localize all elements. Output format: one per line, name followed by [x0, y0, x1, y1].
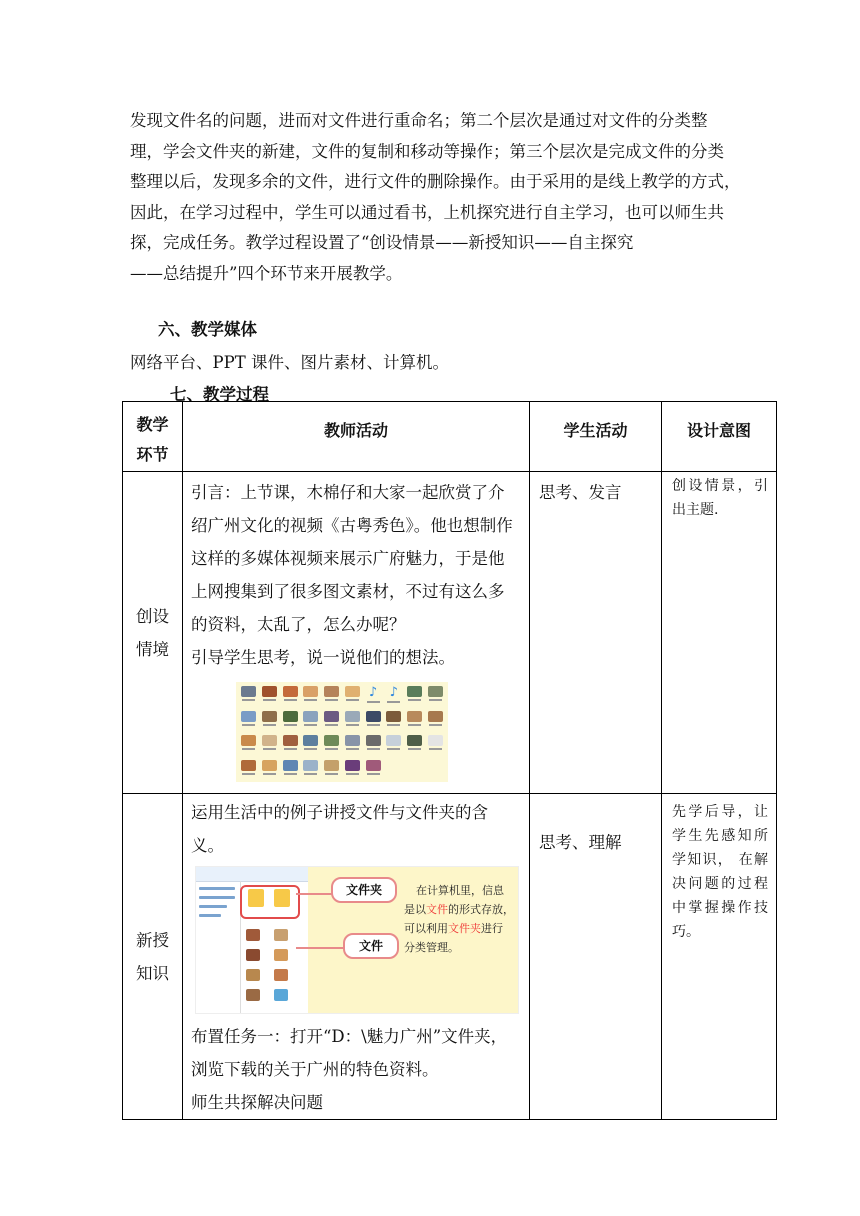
photo-thumbnail-icon	[344, 711, 362, 728]
student-activity-cell: 思考、理解	[530, 794, 662, 1120]
photo-thumbnail-icon	[385, 760, 403, 777]
stage-line: 创设	[136, 606, 169, 626]
section-7-heading: 七、教学过程	[170, 385, 269, 404]
file-thumbnail-icon	[246, 929, 260, 941]
photo-thumbnail-icon	[426, 760, 444, 777]
photo-thumbnail-icon	[323, 711, 341, 728]
photo-thumbnail-icon	[281, 735, 299, 752]
photo-thumbnail-icon	[323, 735, 341, 752]
stage-line: 新授	[136, 930, 169, 950]
intro-line: 探，完成任务。教学过程设置了“创设情景——新授知识——自主探究	[130, 233, 634, 252]
photo-thumbnail-icon	[364, 735, 382, 752]
intro-line: ——总结提升”四个环节来开展教学。	[130, 263, 403, 283]
photo-thumbnail-icon	[302, 760, 320, 777]
teacher-line: 义。	[191, 836, 224, 855]
section-6-heading: 六、教学媒体	[158, 320, 257, 339]
photo-thumbnail-icon	[426, 686, 444, 703]
photo-thumbnail-icon	[406, 686, 424, 703]
header-stage-line: 环节	[136, 445, 169, 464]
teacher-line: 引导学生思考，说一说他们的想法。	[191, 648, 455, 667]
photo-thumbnail-icon	[364, 711, 382, 728]
material-thumbnails-image	[236, 682, 448, 782]
design-intent-cell: 先学后导，让学生先感知所学知识， 在解决问题的过程中掌握操作技巧。	[662, 794, 777, 1120]
photo-thumbnail-icon	[261, 735, 279, 752]
photo-thumbnail-icon	[344, 735, 362, 752]
file-thumbnail-icon	[246, 969, 260, 981]
teacher-line: 浏览下载的关于广州的特色资料。	[191, 1060, 439, 1079]
photo-thumbnail-icon	[261, 760, 279, 777]
stage-line: 知识	[136, 963, 169, 983]
explanation-line: 可以利用文件夹进行	[404, 922, 503, 935]
intro-line: 因此，在学习过程中，学生可以通过看书，上机探究进行自主学习，也可以师生共	[130, 202, 724, 222]
photo-thumbnail-icon	[385, 735, 403, 752]
file-thumbnail-icon	[274, 969, 288, 981]
photo-thumbnail-icon	[240, 711, 258, 728]
photo-thumbnail-icon	[302, 711, 320, 728]
photo-thumbnail-icon	[240, 760, 258, 777]
file-callout: 文件	[343, 933, 399, 959]
file-thumbnail-icon	[274, 989, 288, 1001]
file-thumbnail-icon	[246, 989, 260, 1001]
intro-line: 发现文件名的问题，进而对文件进行重命名；第二个层次是通过对文件的分类整	[130, 111, 708, 130]
teacher-line: 绍广州文化的视频《古粤秀色》。他也想制作	[191, 516, 513, 535]
folder-callout: 文件夹	[331, 877, 397, 903]
photo-thumbnail-icon	[281, 711, 299, 728]
header-stage	[123, 402, 183, 472]
photo-thumbnail-icon	[364, 760, 382, 777]
intro-paragraph	[130, 106, 750, 289]
photo-thumbnail-icon	[240, 686, 258, 703]
photo-thumbnail-icon	[385, 711, 403, 728]
photo-thumbnail-icon	[261, 686, 279, 703]
photo-thumbnail-icon	[261, 711, 279, 728]
teacher-line: 引言：上节课，木棉仔和大家一起欣赏了介	[191, 483, 505, 502]
stage-cell	[123, 794, 183, 1120]
table-row	[123, 472, 777, 794]
explanation-line: 是以文件的形式存放，	[404, 903, 514, 916]
photo-thumbnail-icon	[302, 735, 320, 752]
explorer-nav-pane	[199, 887, 235, 923]
stage-cell	[123, 472, 183, 794]
intro-line: 整理以后，发现多余的文件，进行文件的删除操作。由于采用的是线上教学的方式，	[130, 172, 741, 191]
explanation-text	[404, 881, 516, 957]
teacher-line: 上网搜集到了很多图文素材，不过有这么多	[191, 582, 505, 601]
photo-thumbnail-icon	[426, 711, 444, 728]
file-thumbnail-icon	[274, 929, 288, 941]
intro-line: 理，学会文件夹的新建，文件的复制和移动等操作；第三个层次是完成文件的分类	[130, 141, 724, 161]
photo-thumbnail-icon	[344, 686, 362, 703]
photo-thumbnail-icon	[406, 735, 424, 752]
photo-thumbnail-icon	[406, 760, 424, 777]
explanation-line: 在计算机里，信息	[416, 884, 504, 897]
teacher-line: 布置任务一：打开“D：\魅力广州”文件夹，	[191, 1027, 508, 1046]
header-student: 学生活动	[530, 402, 662, 472]
stage-line: 情境	[136, 639, 169, 659]
explorer-toolbar	[196, 867, 308, 882]
photo-thumbnail-icon	[406, 711, 424, 728]
explorer-window	[196, 867, 308, 1013]
photo-thumbnail-icon	[323, 686, 341, 703]
file-thumbnail-icon	[246, 949, 260, 961]
photo-thumbnail-icon	[323, 760, 341, 777]
folder-icon	[274, 889, 290, 907]
file-explorer-illustration	[195, 866, 519, 1014]
file-thumbnail-icon	[274, 949, 288, 961]
table-row	[123, 794, 777, 1120]
teacher-activity-cell	[183, 472, 530, 794]
photo-thumbnail-icon	[302, 686, 320, 703]
table-header-row	[123, 402, 777, 472]
folder-icon	[248, 889, 264, 907]
header-intent: 设计意图	[662, 402, 777, 472]
design-intent-cell: 创设情景，引出主题.	[662, 472, 777, 794]
music-note-icon: ♪	[385, 686, 403, 703]
explanation-line: 分类管理。	[404, 941, 459, 954]
music-note-icon: ♪	[364, 686, 382, 703]
teacher-line: 的资料，太乱了，怎么办呢？	[191, 615, 406, 634]
header-teacher: 教师活动	[183, 402, 530, 472]
photo-thumbnail-icon	[344, 760, 362, 777]
teacher-line: 师生共探解决问题	[191, 1093, 323, 1112]
photo-thumbnail-icon	[426, 735, 444, 752]
photo-thumbnail-icon	[281, 760, 299, 777]
photo-thumbnail-icon	[240, 735, 258, 752]
teaching-process-table	[122, 401, 777, 1120]
header-stage-line: 教学	[136, 415, 169, 434]
photo-thumbnail-icon	[281, 686, 299, 703]
student-activity-cell: 思考、发言	[530, 472, 662, 794]
teacher-line: 这样的多媒体视频来展示广府魅力，于是他	[191, 549, 505, 568]
teacher-activity-cell	[183, 794, 530, 1120]
teacher-line: 运用生活中的例子讲授文件与文件夹的含	[191, 803, 488, 822]
media-list: 网络平台、PPT 课件、图片素材、计算机。	[130, 353, 449, 372]
